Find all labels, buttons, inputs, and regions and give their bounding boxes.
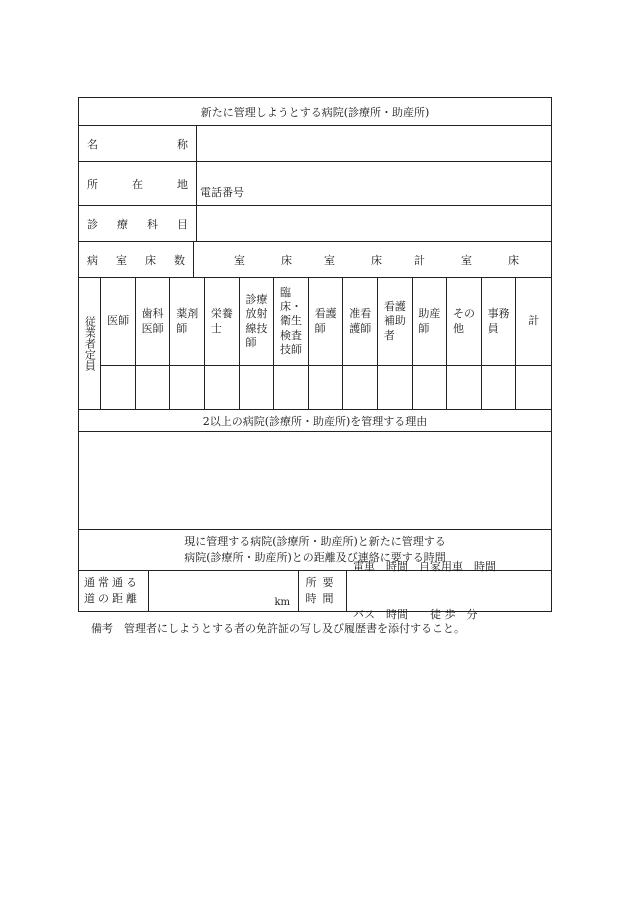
required-time-label: 所要 時間 bbox=[299, 571, 347, 611]
staff-field-assoc-nurse[interactable] bbox=[343, 366, 378, 409]
staff-field-dietitian[interactable] bbox=[205, 366, 240, 409]
staff-col-other: その 他 bbox=[447, 278, 482, 365]
department-label: 診 療 科 目 bbox=[79, 206, 197, 241]
staff-field-nurse[interactable] bbox=[309, 366, 344, 409]
address-row bbox=[79, 162, 551, 206]
beds-group-1: 室 床 bbox=[234, 253, 292, 267]
distance-row bbox=[79, 560, 551, 621]
staff-value-row bbox=[101, 366, 551, 409]
beds-field[interactable] bbox=[194, 242, 551, 277]
distance-unit: km bbox=[274, 597, 290, 608]
staff-field-nurse-aide[interactable] bbox=[378, 366, 413, 409]
beds-group-2: 室 床 bbox=[324, 253, 382, 267]
staff-col-radiology: 診療 放射 線技 師 bbox=[240, 278, 275, 365]
reason-title: 2以上の病院(診療所・助産所)を管理する理由 bbox=[202, 414, 428, 428]
reason-row bbox=[79, 432, 551, 530]
staff-grid bbox=[101, 278, 551, 409]
reason-title-row bbox=[79, 410, 551, 432]
staff-field-radiology[interactable] bbox=[240, 366, 275, 409]
required-time-field[interactable]: 電車 時間 自家用車 時間 バス 時間 徒 歩 分 bbox=[353, 560, 496, 621]
department-row bbox=[79, 206, 551, 242]
distance-field[interactable] bbox=[149, 571, 299, 611]
staff-col-clerk: 事務 員 bbox=[482, 278, 517, 365]
beds-label: 病 室 床 数 bbox=[79, 242, 194, 277]
phone-label: 電話番号 bbox=[200, 186, 244, 199]
staff-col-doctor: 医師 bbox=[101, 278, 136, 365]
application-form bbox=[78, 97, 552, 621]
staff-field-lab-tech[interactable] bbox=[274, 366, 309, 409]
staff-field-clerk[interactable] bbox=[482, 366, 517, 409]
form-title: 新たに管理しようとする病院(診療所・助産所) bbox=[200, 105, 430, 119]
address-label: 所 在 地 bbox=[79, 162, 197, 205]
staff-section bbox=[79, 278, 551, 410]
staff-col-nurse-aide: 看護 補助 者 bbox=[378, 278, 413, 365]
name-field[interactable] bbox=[197, 126, 551, 161]
staff-col-pharmacist: 薬剤 師 bbox=[170, 278, 205, 365]
staff-col-nurse: 看護 師 bbox=[309, 278, 344, 365]
name-row bbox=[79, 126, 551, 162]
staff-col-lab-tech: 臨 床・ 衛生 検査 技師 bbox=[274, 278, 309, 365]
remarks-note: 備考 管理者にしようとする者の免許証の写し及び履歴書を添付すること。 bbox=[91, 622, 465, 635]
staff-field-doctor[interactable] bbox=[101, 366, 136, 409]
staff-field-pharmacist[interactable] bbox=[170, 366, 205, 409]
department-field[interactable] bbox=[197, 206, 551, 241]
staff-label: 従業者定員 bbox=[79, 278, 101, 409]
staff-col-total: 計 bbox=[528, 314, 540, 328]
beds-row bbox=[79, 242, 551, 278]
staff-header-row bbox=[101, 278, 551, 366]
staff-col-midwife: 助産 師 bbox=[413, 278, 448, 365]
address-field[interactable] bbox=[197, 162, 551, 205]
staff-col-dentist: 歯科 医師 bbox=[136, 278, 171, 365]
reason-field[interactable] bbox=[79, 432, 551, 529]
staff-field-other[interactable] bbox=[447, 366, 482, 409]
name-label: 名 称 bbox=[79, 126, 197, 161]
staff-col-dietitian: 栄養 士 bbox=[205, 278, 240, 365]
staff-field-midwife[interactable] bbox=[413, 366, 448, 409]
staff-col-assoc-nurse: 准看 護師 bbox=[343, 278, 378, 365]
distance-label: 通常通る 道の距離 bbox=[79, 571, 149, 611]
staff-field-dentist[interactable] bbox=[136, 366, 171, 409]
beds-group-total: 計 室 床 bbox=[414, 253, 519, 267]
distance-title: 現に管理する病院(診療所・助産所)と新たに管理する 病院(診療所・助産所)との距離及び連絡に要する時間 bbox=[184, 535, 446, 564]
staff-field-total[interactable] bbox=[516, 366, 551, 409]
form-title-row bbox=[79, 98, 551, 126]
